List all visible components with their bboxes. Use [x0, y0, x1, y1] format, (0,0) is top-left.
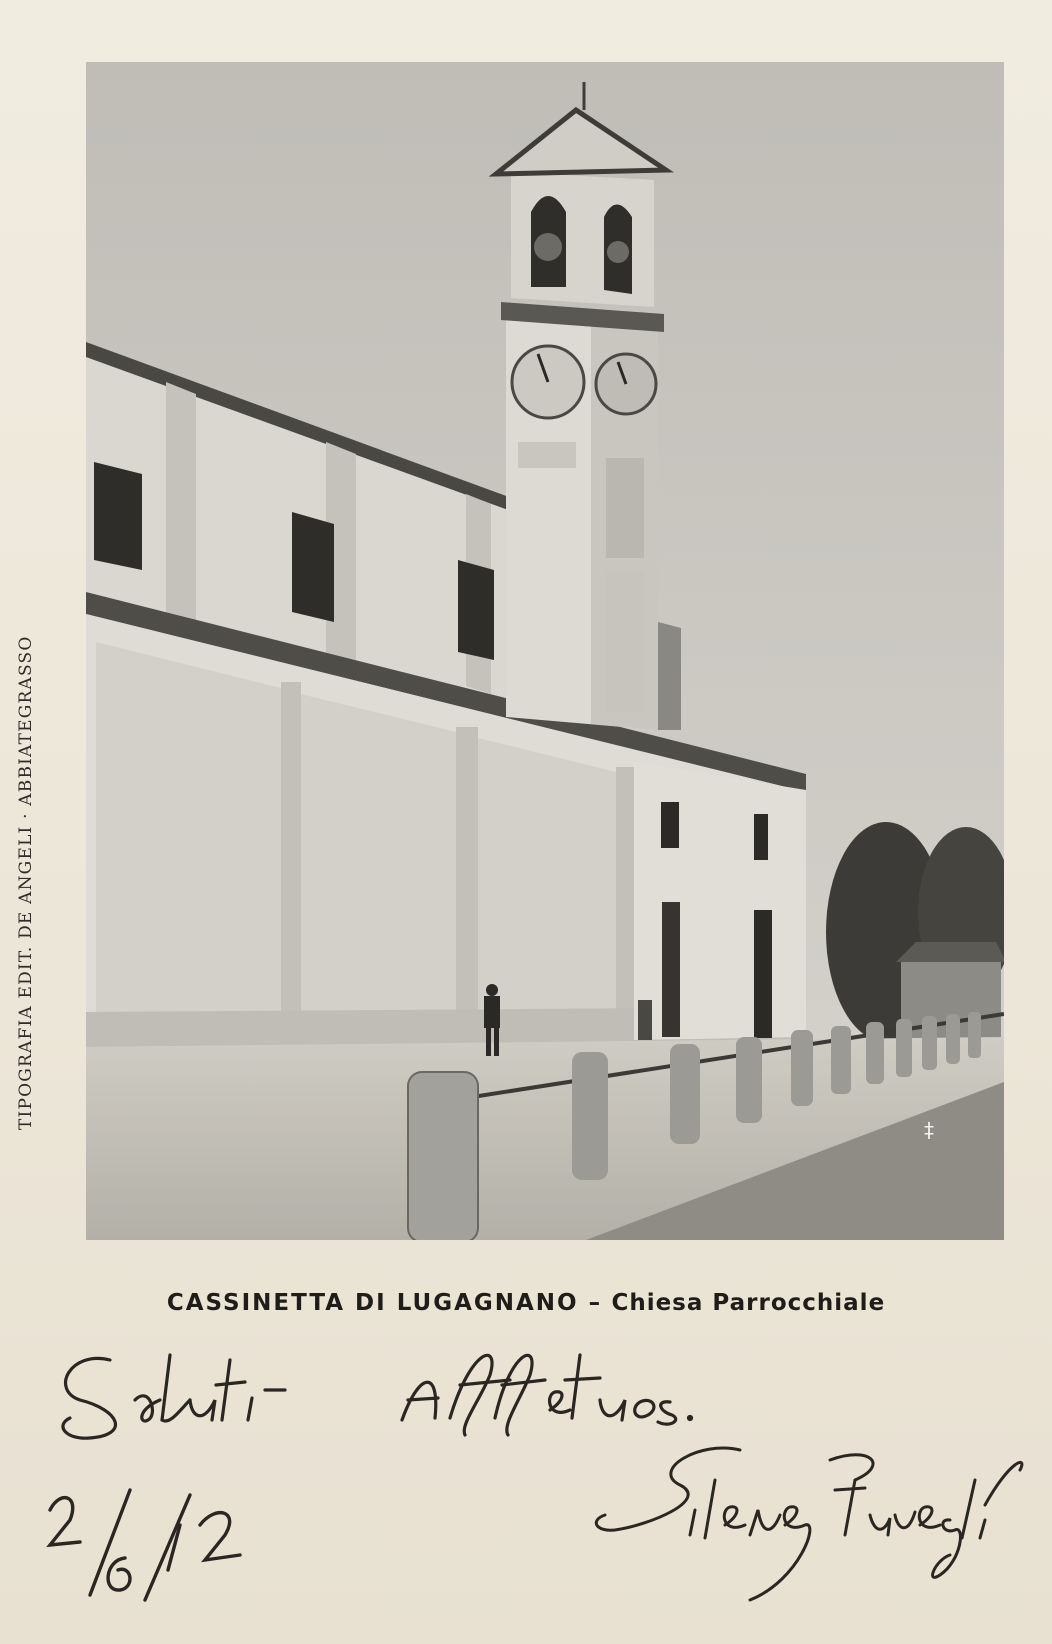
small-figure: [638, 1000, 652, 1040]
caption-separator: –: [588, 1290, 602, 1316]
church-photograph: [86, 62, 1004, 1240]
handwritten-greeting: [40, 1330, 740, 1450]
bell: [607, 241, 629, 263]
handwritten-date: [40, 1480, 270, 1610]
photo-mark: ‡: [924, 1118, 934, 1142]
postcard-caption: [0, 1290, 1052, 1316]
caption-place: CASSINETTA DI LUGAGNANO: [166, 1290, 579, 1316]
sacristy-building: [634, 762, 806, 1040]
handwritten-signature: [590, 1440, 1030, 1610]
bell: [534, 233, 562, 261]
publisher-imprint: TIPOGRAFIA EDIT. DE ANGELI · ABBIATEGRASSO: [16, 635, 36, 1130]
photo-illustration: [86, 62, 1004, 1240]
caption-subject: Chiesa Parrocchiale: [611, 1290, 886, 1316]
